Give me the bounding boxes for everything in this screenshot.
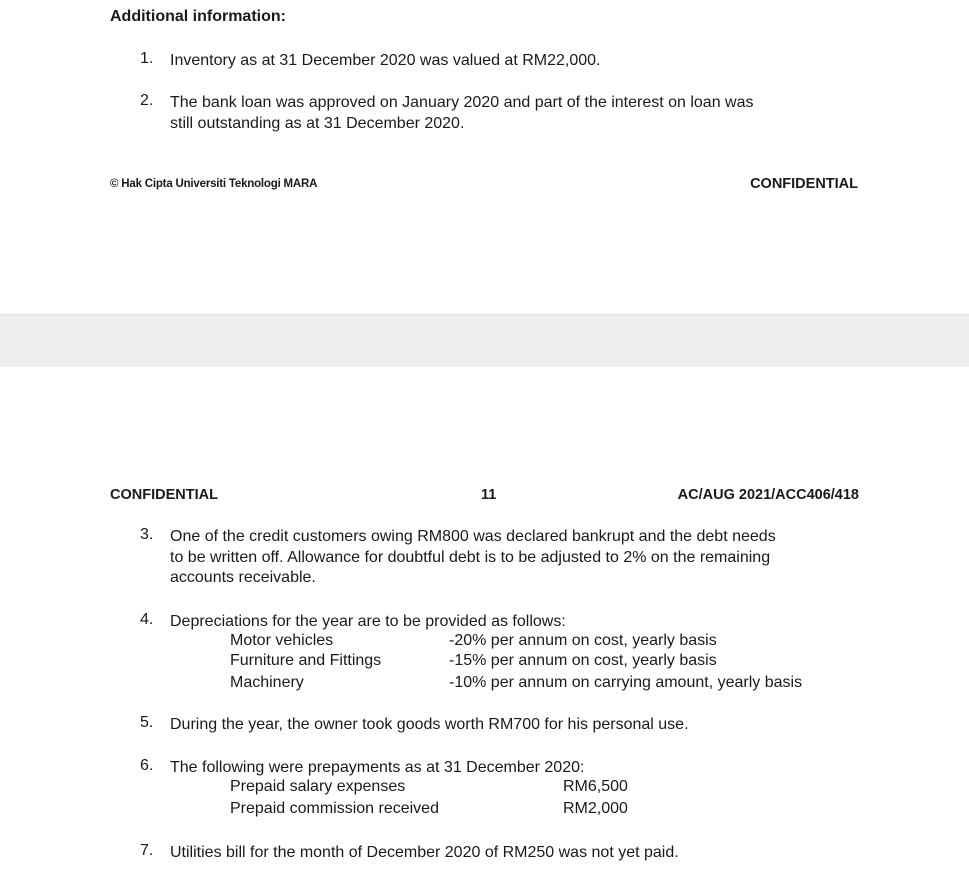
depreciation-rate: -20% per annum on cost, yearly basis xyxy=(449,632,717,649)
depreciation-rate: -10% per annum on carrying amount, yearly basis xyxy=(449,674,803,691)
prepayment-label: Prepaid salary expenses xyxy=(230,778,406,795)
additional-information-heading: Additional information: xyxy=(110,8,286,25)
item-text-line: accounts receivable. xyxy=(170,569,316,586)
asset-name: Motor vehicles xyxy=(230,632,334,649)
prepayment-label: Prepaid commission received xyxy=(230,800,439,817)
item-number: 7. xyxy=(140,842,154,859)
item-text-line: to be written off. Allowance for doubtful debt is to be adjusted to 2% on the remaining xyxy=(170,549,771,566)
prepayment-amount: RM6,500 xyxy=(563,778,628,795)
page-separator xyxy=(0,314,969,368)
item-number: 6. xyxy=(140,757,154,774)
document-page-top xyxy=(0,0,969,314)
item-text-line: During the year, the owner took goods worth RM700 for his personal use. xyxy=(170,716,689,733)
page-number: 11 xyxy=(481,487,497,503)
item-text-line: Utilities bill for the month of December 2020 of RM250 was not yet paid. xyxy=(170,844,679,861)
prepayment-amount: RM2,000 xyxy=(563,800,628,817)
asset-name: Machinery xyxy=(230,674,304,691)
item-text-line: Inventory as at 31 December 2020 was valued at RM22,000. xyxy=(170,52,601,69)
copyright-footer: © Hak Cipta Universiti Teknologi MARA xyxy=(110,178,318,190)
item-number: 4. xyxy=(140,611,154,628)
item-text-line: The bank loan was approved on January 2020 and part of the interest on loan was xyxy=(170,94,754,111)
item-number: 2. xyxy=(140,92,154,109)
item-number: 3. xyxy=(140,526,154,543)
item-number: 1. xyxy=(140,50,154,67)
item-number: 5. xyxy=(140,714,154,731)
depreciation-intro: Depreciations for the year are to be provided as follows: xyxy=(170,613,566,630)
prepayments-intro: The following were prepayments as at 31 December 2020: xyxy=(170,759,585,776)
depreciation-rate: -15% per annum on cost, yearly basis xyxy=(449,652,717,669)
asset-name: Furniture and Fittings xyxy=(230,652,382,669)
confidential-footer: CONFIDENTIAL xyxy=(750,176,858,192)
item-text-line: One of the credit customers owing RM800 was declared bankrupt and the debt needs xyxy=(170,528,776,545)
item-text-line: still outstanding as at 31 December 2020. xyxy=(170,115,465,132)
course-code-header: AC/AUG 2021/ACC406/418 xyxy=(677,487,859,503)
confidential-header: CONFIDENTIAL xyxy=(110,487,218,503)
